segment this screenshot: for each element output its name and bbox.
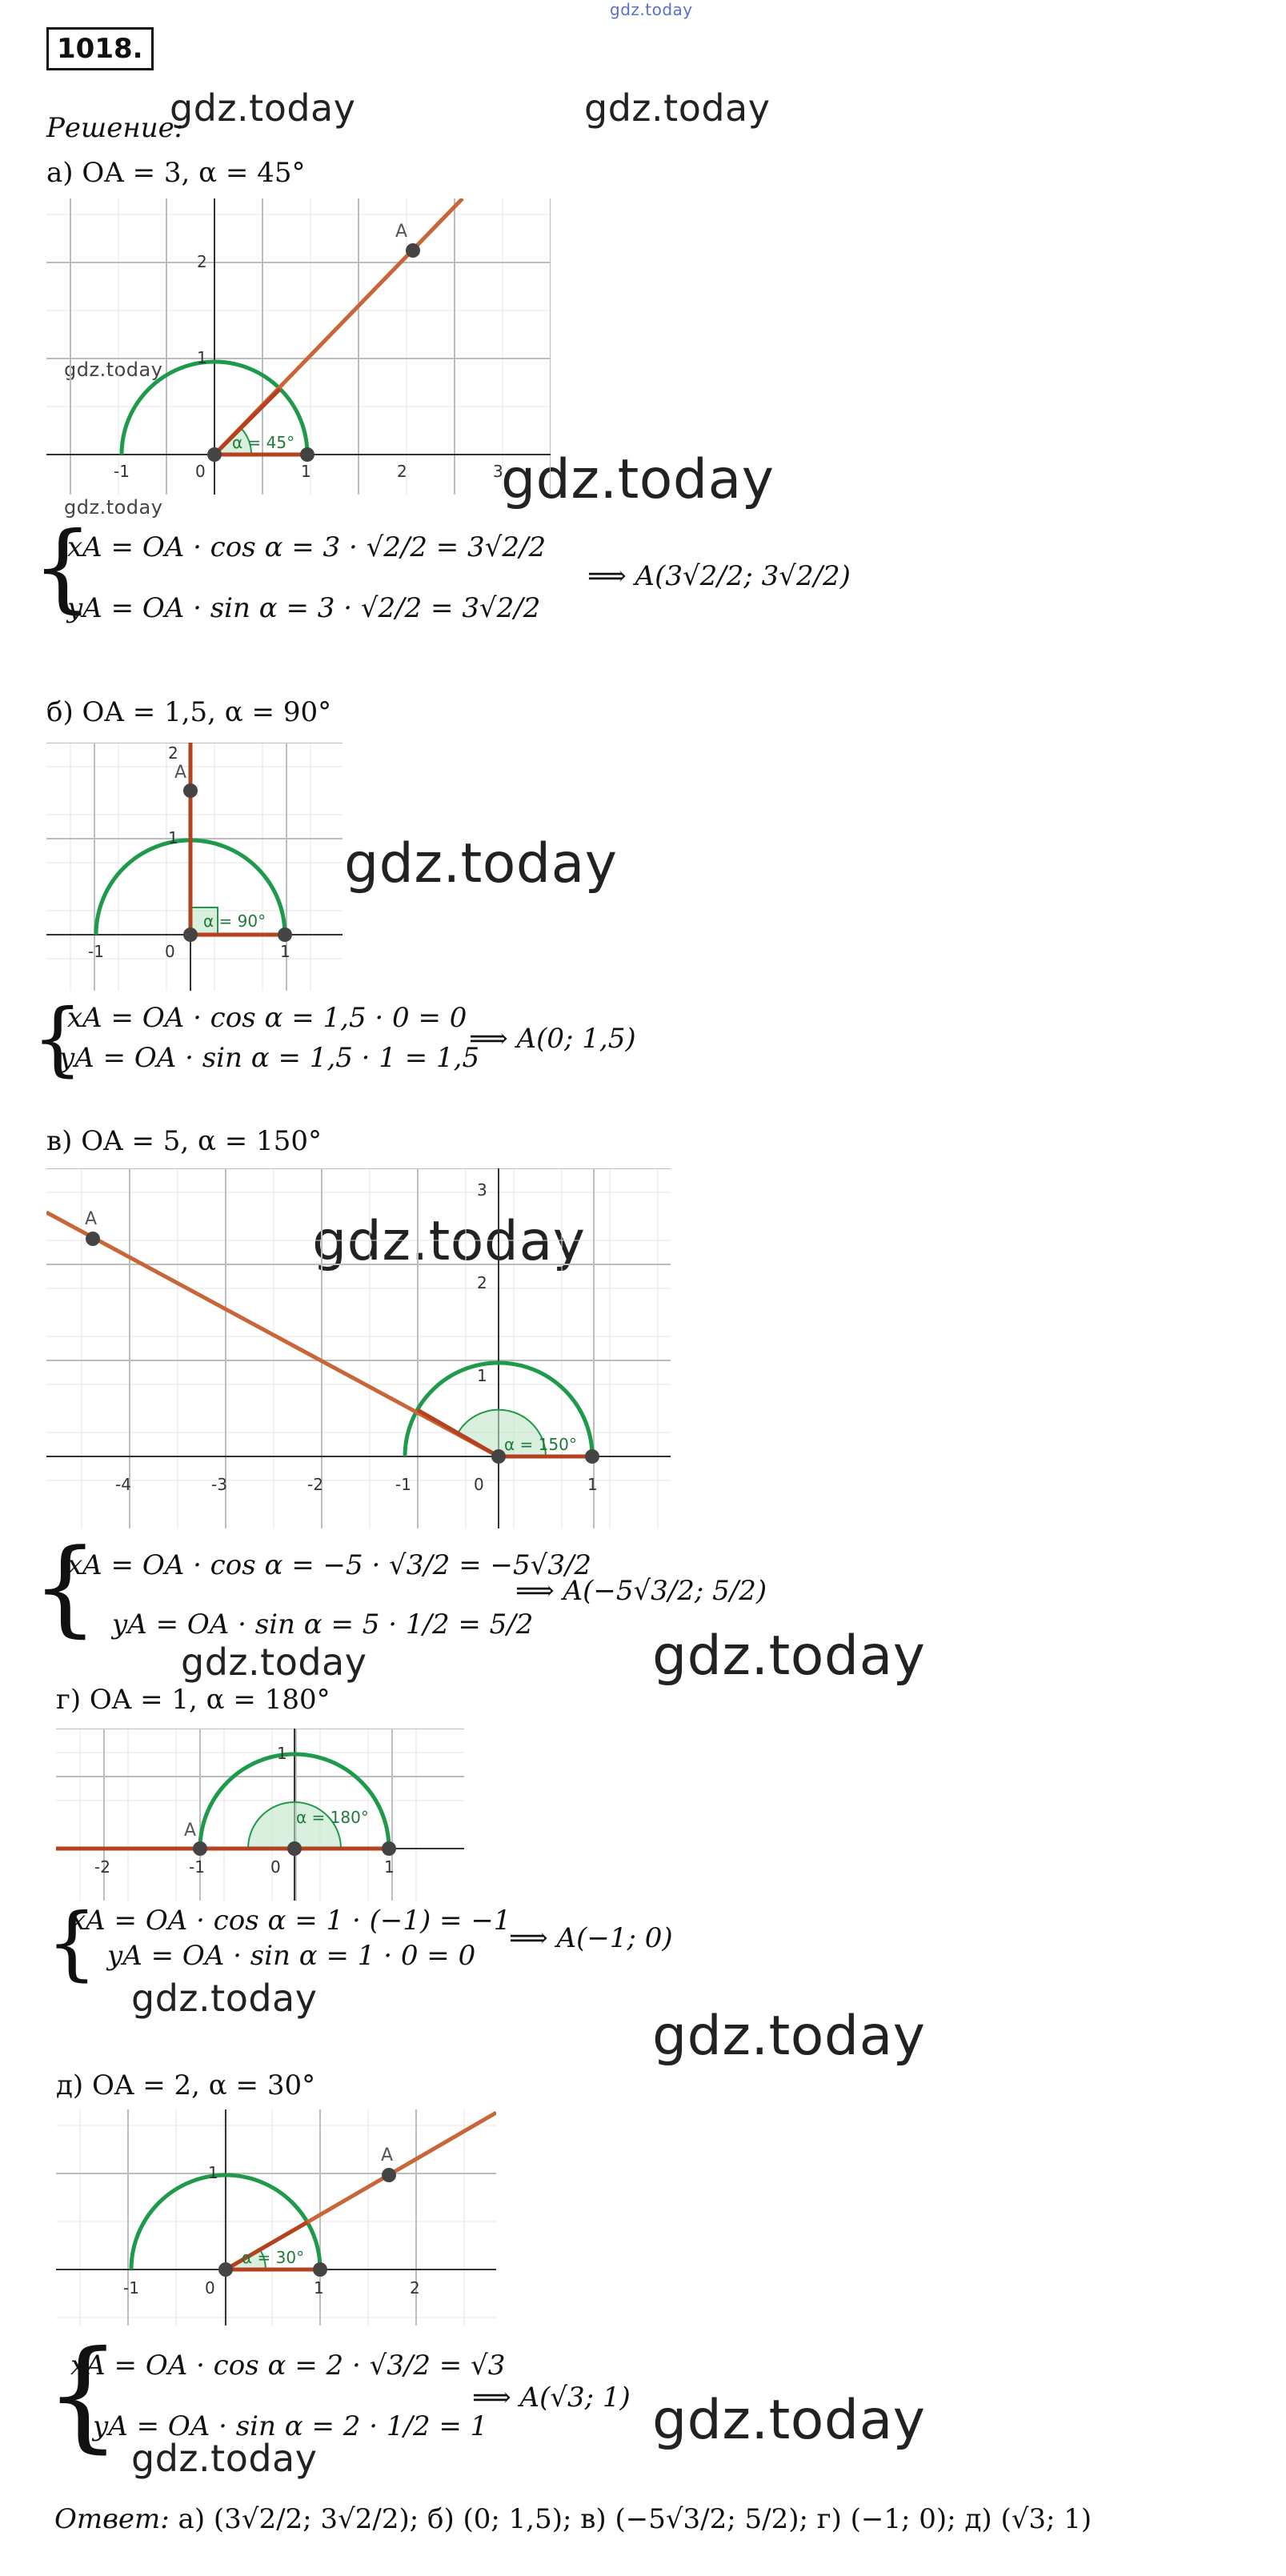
part-a-title: а) OA = 3, α = 45° [46,157,306,189]
tick-x: 0 [195,462,206,481]
watermark: gdz.today [501,448,775,511]
part-d-line2: yA = OA · sin α = 1 · 0 = 0 [107,1940,476,1972]
part-d-result: ⟹ A(−1; 0) [509,1922,673,1954]
tick-x: -1 [114,462,130,481]
tick-x: 1 [280,942,290,961]
tick-x: 1 [301,462,311,481]
tick-x: 0 [474,1475,484,1494]
system-brace: { [46,1896,98,1989]
tick-x: 1 [587,1475,598,1494]
point-label: A [85,1209,98,1229]
point-label: A [174,763,187,783]
part-c-title: в) OA = 5, α = 150° [46,1125,322,1157]
tick-x: -4 [115,1475,131,1494]
tick-x: -1 [88,942,104,961]
tick-x: 2 [397,462,407,481]
answer [54,2503,1092,2535]
watermark: gdz.today [652,2005,926,2068]
top-watermark: gdz.today [610,0,693,19]
watermark: gdz.today [344,832,618,895]
graph-a [46,198,551,495]
part-b-line1: xA = OA · cos α = 1,5 · 0 = 0 [67,1002,467,1034]
tick-x: -2 [307,1475,323,1494]
watermark: gdz.today [652,2389,926,2452]
part-e-title: д) OA = 2, α = 30° [56,2069,316,2101]
graph-c [46,1168,671,1528]
system-brace: { [32,1526,98,1648]
graph-d [56,1729,464,1901]
tick-x: 0 [205,2278,215,2298]
watermark: gdz.today [584,86,771,130]
tick-y: 3 [477,1180,487,1200]
system-brace: { [32,992,83,1085]
graph-b [46,743,343,991]
angle-label: α = 180° [296,1808,369,1827]
tick-x: -2 [94,1857,110,1877]
angle-label: α = 45° [232,433,295,452]
tick-y: 1 [277,1744,287,1763]
solution-label: Решение: [46,112,184,144]
tick-x: 2 [410,2278,420,2298]
point-label: A [184,1821,197,1841]
tick-x: 1 [384,1857,395,1877]
tick-y: 2 [197,252,207,271]
part-d-line1: xA = OA · cos α = 1 · (−1) = −1 [70,1905,511,1937]
tick-x: -1 [189,1857,205,1877]
angle-label: α = 30° [242,2248,305,2267]
tick-x: -1 [395,1475,411,1494]
watermark: gdz.today [652,1625,926,1688]
watermark: gdz.today [131,1977,318,2020]
tick-y: 2 [168,743,178,763]
part-e-line2: yA = OA · sin α = 2 · 1/2 = 1 [93,2410,488,2442]
point-label: A [381,2145,394,2165]
watermark: gdz.today [64,496,163,519]
watermark: gdz.today [131,2437,318,2480]
tick-y: 1 [477,1366,487,1385]
part-a-result: ⟹ A(3√2/2; 3√2/2) [587,560,851,592]
system-brace: { [32,512,94,623]
tick-x: 0 [165,942,175,961]
part-c-result: ⟹ A(−5√3/2; 5/2) [515,1575,767,1607]
part-b-line2: yA = OA · sin α = 1,5 · 1 = 1,5 [59,1042,480,1074]
graph-e [56,2109,496,2326]
part-a-line2: yA = OA · sin α = 3 · √2/2 = 3√2/2 [67,592,541,624]
part-a-line1: xA = OA · cos α = 3 · √2/2 = 3√2/2 [67,531,547,563]
tick-x: 1 [314,2278,324,2298]
angle-label: α = 90° [203,911,266,931]
point-label: A [395,222,408,242]
tick-x: 0 [270,1857,281,1877]
watermark: gdz.today [170,86,356,130]
part-c-line2: yA = OA · sin α = 5 · 1/2 = 5/2 [112,1608,534,1641]
part-e-line1: xA = OA · cos α = 2 · √3/2 = √3 [70,2350,506,2382]
watermark: gdz.today [312,1210,586,1273]
system-brace: { [45,2326,122,2465]
watermark: gdz.today [181,1641,367,1684]
tick-y: 1 [197,348,207,367]
tick-x: -1 [123,2278,139,2298]
part-b-title: б) OA = 1,5, α = 90° [46,696,332,728]
part-d-title: г) OA = 1, α = 180° [56,1684,331,1716]
part-c-line1: xA = OA · cos α = −5 · √3/2 = −5√3/2 [67,1549,592,1581]
answer-text: а) (3√2/2; 3√2/2); б) (0; 1,5); в) (−5√3/2; 5/2); г) (−1; 0); д) (√3; 1) [178,2503,1092,2535]
problem-number: 1018. [46,27,154,70]
tick-y: 2 [477,1273,487,1292]
tick-y: 1 [208,2163,218,2182]
tick-y: 1 [168,828,178,847]
part-b-result: ⟹ A(0; 1,5) [469,1023,636,1055]
part-e-result: ⟹ A(√3; 1) [472,2382,631,2414]
tick-x: -3 [211,1475,227,1494]
tick-x: 3 [493,462,503,481]
angle-label: α = 150° [504,1435,577,1454]
watermark: gdz.today [64,359,163,381]
answer-label: Ответ: [54,2503,170,2535]
